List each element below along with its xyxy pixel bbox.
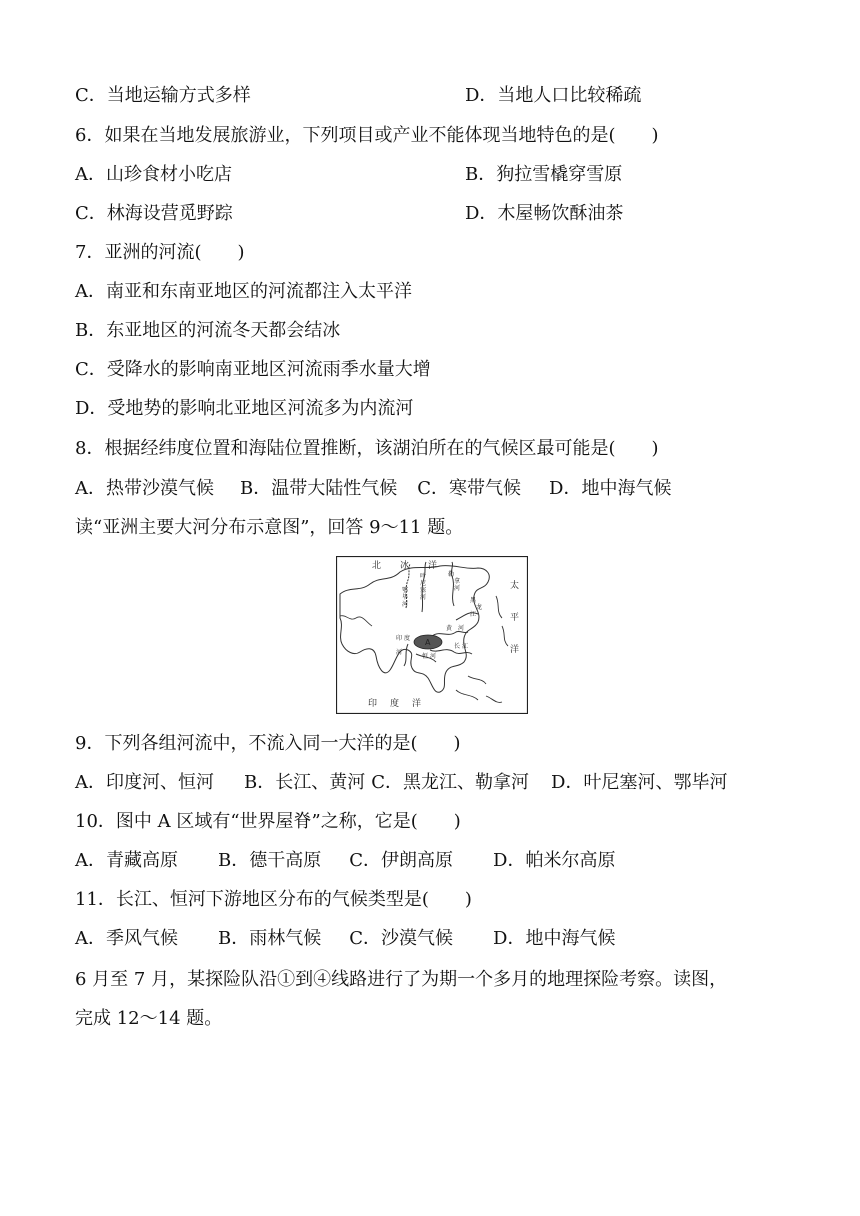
q10-options	[75, 849, 615, 873]
q11-option-a: A．季风气候	[75, 928, 178, 949]
q7-stem: 7．亚洲的河流( )	[75, 242, 245, 263]
river-label: 毕	[402, 594, 409, 601]
q6-option-d: D．木屋畅饮酥油茶	[465, 203, 624, 224]
q7-option-c: C．受降水的影响南亚地区河流雨季水量大增	[75, 359, 431, 380]
q9-option-a: A．印度河、恒河	[75, 772, 214, 793]
pacific-label-3: 洋	[510, 645, 520, 655]
pacific-label-1: 太	[510, 581, 520, 591]
indian-label-3: 洋	[412, 699, 422, 709]
river-label: 印	[396, 635, 403, 642]
river-label: 黄	[446, 625, 453, 632]
q7-option-b: B．东亚地区的河流冬天都会结冰	[75, 320, 341, 341]
river-label: 河	[454, 585, 461, 592]
q10-stem: 10．图中 A 区域有“世界屋脊”之称，它是( )	[75, 811, 461, 832]
q11-options	[75, 927, 615, 951]
pacific-label-2: 平	[510, 613, 520, 623]
asia-rivers-map-svg	[336, 556, 528, 714]
river-label: 恒	[422, 653, 429, 660]
q10-option-a: A．青藏高原	[75, 850, 178, 871]
q6-stem: 6．如果在当地发展旅游业，下列项目或产业不能体现当地特色的是( )	[75, 125, 659, 146]
river-label: 尼	[420, 580, 427, 587]
indian-label-1: 印	[368, 699, 378, 709]
arctic-label-3: 洋	[428, 561, 438, 571]
q8-stem: 8．根据经纬度位置和海陆位置推断，该湖泊所在的气候区最可能是( )	[75, 438, 659, 459]
river-label: 拿	[454, 578, 461, 585]
q8-options	[75, 477, 671, 501]
q11-option-d: D．地中海气候	[493, 928, 616, 949]
q12-intro-line1: 6 月至 7 月，某探险队沿①到④线路进行了为期一个多月的地理探险考察。读图，	[75, 969, 728, 990]
q8-option-a: A．热带沙漠气候	[75, 478, 214, 499]
river-label: 度	[404, 635, 411, 642]
river-label: 河	[458, 625, 465, 632]
q11-option-c: C．沙漠气候	[349, 928, 454, 949]
q5-option-row	[75, 84, 251, 108]
q8-option-b: B．温带大陆性气候	[240, 478, 398, 499]
q9-options	[75, 771, 727, 795]
arctic-label-2: 冰	[400, 561, 410, 571]
q6-option-c: C．林海设营觅野踪	[75, 203, 233, 224]
q11-stem: 11．长江、恒河下游地区分布的气候类型是( )	[75, 889, 472, 910]
river-label: 河	[402, 601, 409, 608]
q9-option-d: D．叶尼塞河、鄂毕河	[551, 772, 728, 793]
river-label: 龙	[476, 604, 483, 611]
map-intro: 读“亚洲主要大河分布示意图”，回答 9～11 题。	[75, 517, 464, 538]
river-label: 河	[420, 594, 427, 601]
q8-option-d: D．地中海气候	[549, 478, 672, 499]
q9-stem: 9．下列各组河流中，不流入同一大洋的是( )	[75, 733, 461, 754]
q5-option-d: D．当地人口比较稀疏	[465, 85, 642, 106]
q9-option-c: C．黑龙江、勒拿河	[371, 772, 530, 793]
river-label: 江	[470, 611, 477, 618]
river-label: 勒	[448, 571, 455, 578]
river-label: 河	[430, 653, 437, 660]
river-label: 叶	[420, 573, 427, 580]
q9-option-b: B．长江、黄河	[244, 772, 366, 793]
q10-option-b: B．德干高原	[218, 850, 322, 871]
arctic-label-1: 北	[372, 561, 382, 571]
river-label: 河	[396, 649, 403, 656]
q7-option-d: D．受地势的影响北亚地区河流多为内流河	[75, 398, 414, 419]
region-a-label: A	[425, 638, 431, 647]
q5-option-c: C．当地运输方式多样	[75, 85, 251, 106]
asia-rivers-map	[336, 556, 528, 714]
q12-intro-line2: 完成 12～14 题。	[75, 1008, 223, 1029]
river-label: 塞	[420, 587, 427, 594]
indian-label-2: 度	[390, 699, 400, 709]
q6-option-a: A．山珍食材小吃店	[75, 164, 232, 185]
q8-option-c: C．寒带气候	[417, 478, 522, 499]
q10-option-d: D．帕米尔高原	[493, 850, 616, 871]
q11-option-b: B．雨林气候	[218, 928, 322, 949]
q7-option-a: A．南亚和东南亚地区的河流都注入太平洋	[75, 281, 412, 302]
river-label: 黑	[470, 597, 477, 604]
river-label: 江	[462, 643, 469, 650]
river-label: 鄂	[402, 587, 409, 594]
river-label: 长	[454, 643, 461, 650]
q6-option-b: B．狗拉雪橇穿雪原	[465, 164, 623, 185]
q10-option-c: C．伊朗高原	[349, 850, 454, 871]
